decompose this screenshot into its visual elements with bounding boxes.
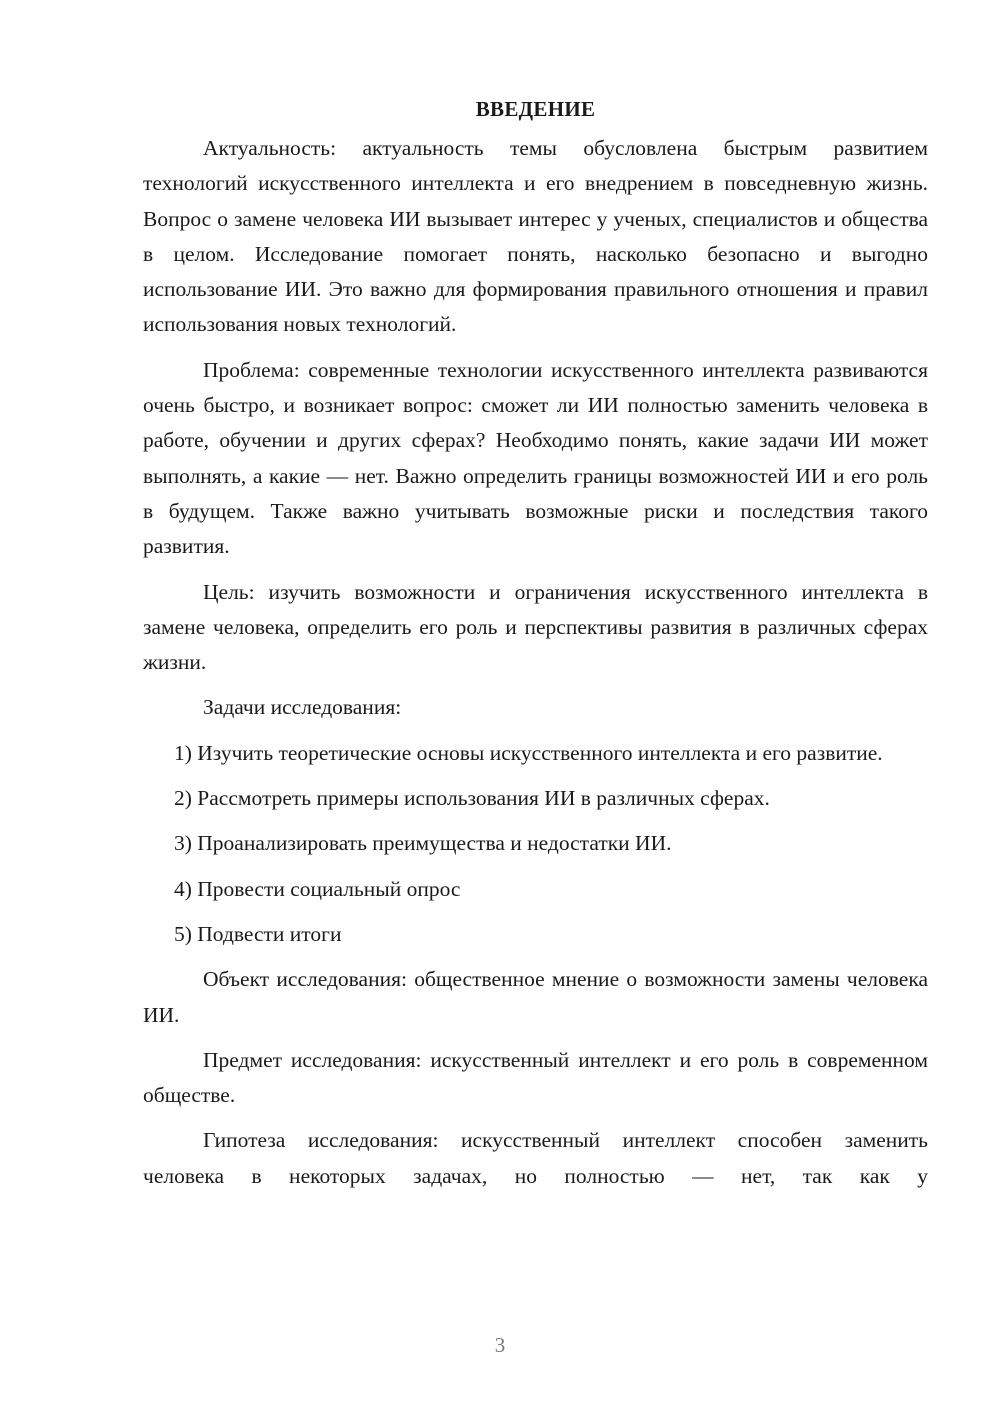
- subject-paragraph: Предмет исследования: искусственный интеллект и его роль в современном обществе.: [143, 1047, 928, 1108]
- problem-paragraph: Проблема: современные технологии искусственного интеллекта развиваются очень быстро, и возникает вопрос: сможет ли ИИ полностью заменить человека в работе, обучении и других сферах? Необходимо понять, какие задачи ИИ может выполнять, а какие — нет. Важно определить границы возможностей ИИ и его роль в будущем. Также важно учитывать возможные риски и последствия такого развития.: [143, 357, 928, 559]
- object-paragraph: Объект исследования: общественное мнение о возможности замены человека ИИ.: [143, 967, 928, 1027]
- task-item-3: 3) Проанализировать преимущества и недостатки ИИ.: [174, 831, 672, 856]
- task-item-4: 4) Провести социальный опрос: [174, 876, 461, 901]
- section-heading: ВВЕДЕНИЕ: [475, 97, 596, 121]
- relevance-paragraph: Актуальность: актуальность темы обусловлена быстрым развитием технологий искусственного интеллекта и его внедрением в повседневную жизнь. Вопрос о замене человека ИИ вызывает интерес у ученых, специалистов и общества в целом. Исследование помогает понять, насколько безопасно и выгодно использование ИИ. Это важно для формирования правильного отношения и правил использования новых технологий.: [143, 136, 928, 337]
- page-number: 3: [494, 1333, 506, 1357]
- goal-paragraph: Цель: изучить возможности и ограничения искусственного интеллекта в замене человека, определить его роль и перспективы развития в различных сферах жизни.: [143, 579, 928, 675]
- task-item-5: 5) Подвести итоги: [174, 921, 342, 946]
- task-item-2: 2) Рассмотреть примеры использования ИИ в различных сферах.: [174, 786, 770, 811]
- tasks-heading: Задачи исследования:: [203, 695, 402, 720]
- document-page: [143, 92, 928, 1204]
- task-item-1: 1) Изучить теоретические основы искусственного интеллекта и его развитие.: [174, 740, 883, 765]
- hypothesis-paragraph: Гипотеза исследования: искусственный интеллект способен заменить человека в некоторых задачах, но полностью — нет, так как у: [143, 1128, 928, 1188]
